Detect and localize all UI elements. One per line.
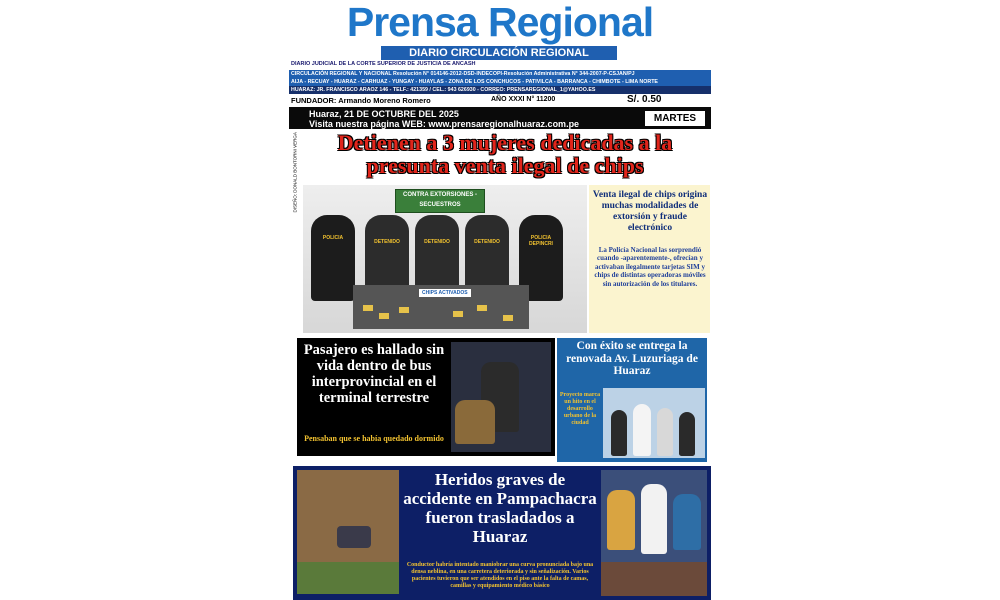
detainee-vest-label: DETENIDO — [424, 239, 450, 245]
sim-card — [503, 315, 513, 321]
evidence-table — [353, 285, 529, 329]
crowd-figure — [657, 408, 673, 456]
story3-photo — [603, 388, 705, 458]
crowd-figure — [679, 412, 695, 456]
main-headline: Detienen a 3 mujeres dedicadas a la presunta venta ilegal de chips — [337, 130, 673, 178]
unit-sign-text: CONTRA EXTORSIONES - SECUESTROS — [402, 192, 477, 208]
crowd-figure — [611, 410, 627, 456]
patient-figure — [607, 490, 635, 550]
masthead-subtitle: DIARIO CIRCULACIÓN REGIONAL — [381, 46, 617, 60]
design-credit: DISEÑO: DONALD BONTORNI VERGA — [292, 132, 298, 213]
story2-photo — [451, 342, 551, 452]
story3-headline: Con éxito se entrega la renovada Av. Luzuriaga de Huaraz — [566, 340, 698, 377]
story2-subhead: Pensaban que se había quedado dormido — [304, 434, 444, 443]
website-text: Visita nuestra página WEB: www.prensaregionalhuaraz.com.pe — [309, 119, 580, 129]
founder-text: FUNDADOR: Armando Moreno Romero — [291, 96, 431, 105]
main-story-deck: Venta ilegal de chips origina muchas modalidades de extorsión y fraude electrónico — [592, 190, 708, 233]
crowd-figure — [633, 404, 651, 456]
price-text: S/. 0.50 — [627, 94, 662, 105]
circulation-line: CIRCULACIÓN REGIONAL Y NACIONAL Resolución N° 014146-2012-DSD-INDECOPI-Resolución Administrativa N° 344-2007-P-CSJAN/PJ — [289, 70, 711, 78]
story2-headline: Pasajero es hallado sin vida dentro de bus interprovincial en el terminal terrestre — [303, 342, 445, 406]
date-text: Huaraz, 21 DE OCTUBRE DEL 2025 — [309, 109, 459, 119]
main-story-photo — [303, 185, 587, 333]
weekday-badge: MARTES — [645, 111, 705, 126]
floor-blanket — [601, 562, 707, 596]
seat-figure — [455, 400, 495, 444]
patient-figure — [673, 494, 701, 550]
police-officer-figure — [311, 215, 355, 301]
detainee-vest-label: DETENIDO — [474, 239, 500, 245]
detainee-vest-label: DETENIDO — [374, 239, 400, 245]
story4-headline: Heridos graves de accidente en Pampachacra fueron trasladados a Huaraz — [403, 470, 597, 546]
edition-text: AÑO XXXI N° 11200 — [491, 96, 556, 103]
sim-card — [379, 313, 389, 319]
story4-subhead: Conductor habría intentado maniobrar una curva pronunciada bajo una densa neblina, en una carretera deteriorada y sin señalización. Varios pacientes tuvieron que ser atendidos en el piso ante la falta de camas, camillas y equipamiento médico básico — [406, 562, 594, 589]
contact-line: HUARAZ: JR. FRANCISCO ARAOZ 146 - TELF.: 421359 / CEL.: 943 626930 - CORREO: PRENSAREGIONAL_1@YAHOO.ES — [289, 86, 711, 94]
sim-card — [453, 311, 463, 317]
sim-card — [399, 307, 409, 313]
story4-hospital-photo — [601, 470, 707, 596]
unit-sign — [395, 189, 485, 213]
story3-subhead: Proyecto marca un hito en el desarrollo urbano de la ciudad — [559, 392, 601, 426]
evidence-label: CHIPS ACTIVADOS — [419, 289, 471, 297]
medic-figure — [641, 484, 667, 554]
sim-card — [477, 305, 487, 311]
story4-crash-photo — [297, 470, 399, 594]
hillside-vegetation — [297, 562, 399, 594]
coverage-line: AIJA - RECUAY - HUARAZ - CARHUAZ - YUNGAY - HUAYLAS - ZONA DE LOS CONCHUCOS - PATIVILCA - BARRANCA - CHIMBOTE - LIMA NORTE — [289, 78, 711, 86]
police-vest-label: POLICIA — [322, 235, 344, 241]
sim-card — [363, 305, 373, 311]
newspaper-front-page — [289, 0, 711, 600]
masthead-title: Prensa Regional — [346, 0, 654, 45]
judicial-line: DIARIO JUDICIAL DE LA CORTE SUPERIOR DE JUSTICIA DE ANCASH — [291, 61, 476, 67]
wrecked-vehicle — [337, 526, 371, 548]
main-story-body: La Policía Nacional las sorprendió cuando -aparentemente-, ofrecían y activaban ilegalmente tarjetas SIM y chips de distintas operadoras móviles sin autorización de los titulares. — [594, 246, 706, 288]
depincri-vest-label: POLICIA DEPINCRI — [529, 235, 553, 247]
